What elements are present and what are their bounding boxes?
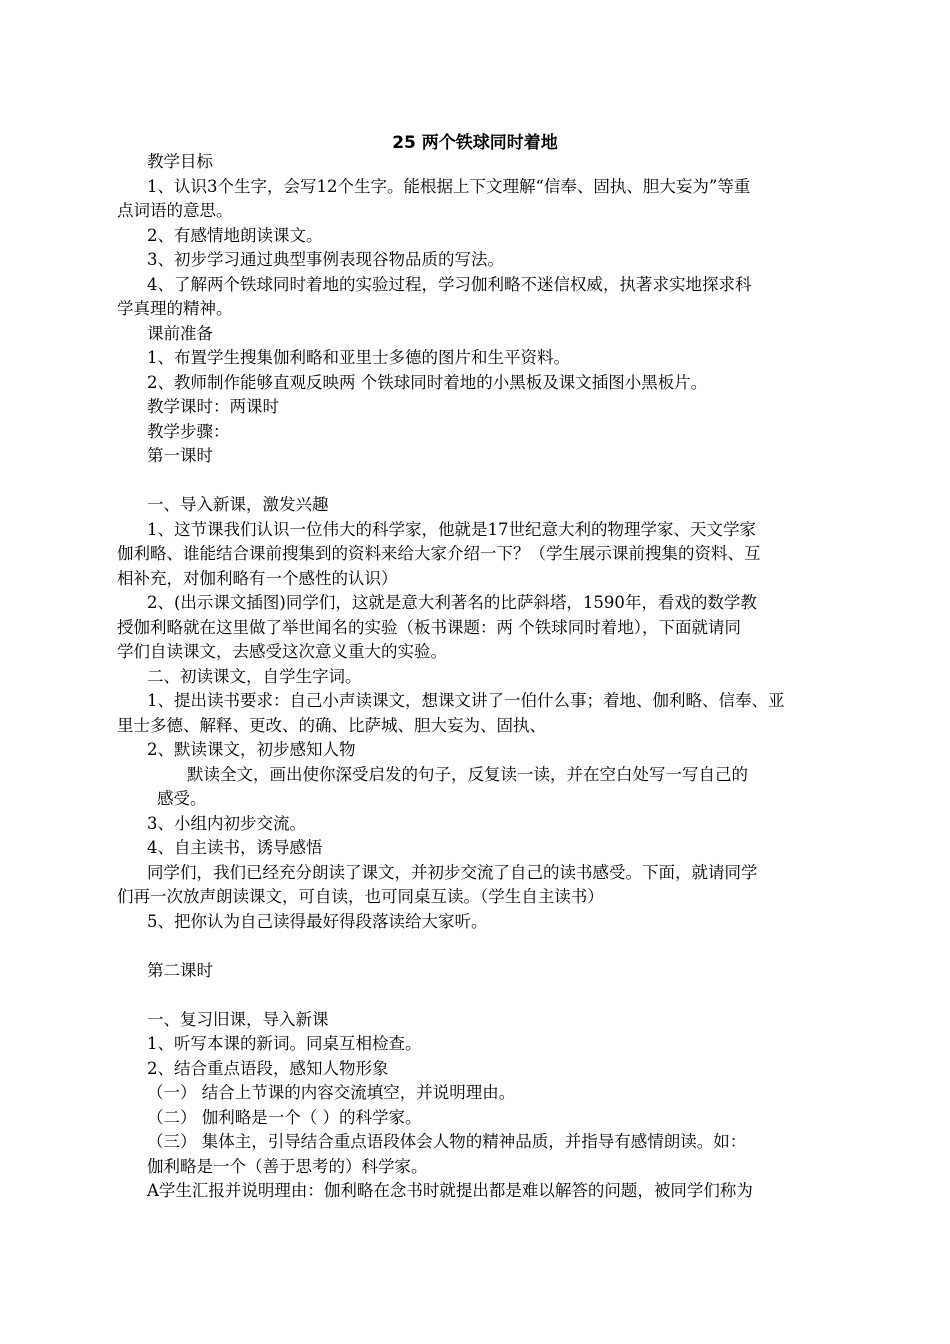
paragraph: 感受。 [157,789,207,808]
paragraph: 5、把你认为自己读得最好得段落读给大家听。 [147,911,488,931]
paragraph: 同学们，我们已经充分朗读了课文，并初步交流了自己的读书感受。下面，就请同学 [147,862,758,882]
paragraph: 4、自主读书，诱导感悟 [147,838,323,857]
heading-lesson-two: 第二课时 [147,960,213,980]
heading-preparation: 课前准备 [147,323,213,343]
paragraph: 点词语的意思。 [117,201,233,220]
paragraph: 相补充，对伽利略有一个感性的认识） [117,568,398,588]
paragraph: 里士多德、解释、更改、的确、比萨城、胆大妄为、固执、 [117,715,546,735]
spacer [117,983,839,1008]
paragraph: 1、这节课我们认识一位伟大的科学家，他就是17世纪意大利的物理学家、天文学家 [147,519,756,539]
paragraph: 伽利略是一个（善于思考的）科学家。 [147,1156,428,1176]
heading-lesson-one: 第一课时 [147,446,213,465]
paragraph: （二） 伽利略是一个（ ）的科学家。 [147,1107,422,1127]
paragraph: 2、有感情地朗读课文。 [147,225,323,245]
spacer [117,934,839,959]
page-title: 25 两个铁球同时着地 [392,133,558,153]
paragraph: 3、初步学习通过典型事例表现谷物品质的写法。 [147,250,504,269]
section-heading: 一、复习旧课，导入新课 [147,1009,329,1029]
paragraph: 2、(出示课文插图)同学们，这就是意大利著名的比萨斜塔，1590年，看戏的数学教 [147,593,757,612]
heading-teaching-goals: 教学目标 [147,152,213,171]
paragraph: （三） 集体主，引导结合重点语段体会人物的精神品质，并指导有感情朗读。如： [147,1132,747,1151]
paragraph: 1、提出读书要求：自己小声读课文，想课文讲了一伯什么事；着地、伽利略、信奉、亚 [147,691,785,710]
paragraph: 1、认识3个生字，会写12个生字。能根据上下文理解“信奉、固执、胆大妄为”等重 [147,176,751,196]
paragraph: 们再一次放声朗读课文，可自读，也可同桌互读。（学生自主读书） [117,887,604,906]
paragraph: 教学课时：两课时 [147,397,279,416]
paragraph: 伽利略、谁能结合课前搜集到的资料来给大家介绍一下？（学生展示课前搜集的资料、互 [117,544,761,563]
paragraph: 教学步骤： [147,421,230,441]
paragraph: 授伽利略就在这里做了举世闻名的实验（板书课题：两 个铁球同时着地），下面就请同 [117,617,741,637]
paragraph: 默读全文，画出使你深受启发的句子，反复读一读，并在空白处写一写自己的 [187,764,748,784]
paragraph: 1、听写本课的新词。同桌互相检查。 [147,1034,422,1053]
paragraph: （一） 结合上节课的内容交流填空，并说明理由。 [147,1083,516,1102]
document-body [117,150,839,1204]
paragraph: 2、结合重点语段，感知人物形象 [147,1058,389,1078]
paragraph: 2、默读课文，初步感知人物 [147,740,356,759]
section-heading: 一、导入新课，激发兴趣 [147,495,329,514]
spacer [117,469,839,494]
paragraph: A学生汇报并说明理由：伽利略在念书时就提出都是难以解答的问题，被同学们称为 [147,1181,753,1200]
section-heading: 二、初读课文，自学生字词。 [147,666,362,686]
paragraph: 3、小组内初步交流。 [147,813,306,833]
paragraph: 1、布置学生搜集伽利略和亚里士多德的图片和生平资料。 [147,348,570,367]
paragraph: 4、了解两个铁球同时着地的实验过程，学习伽利略不迷信权威，执著求实地探求科 [147,274,752,294]
paragraph: 学真理的精神。 [117,299,233,318]
paragraph: 学们自读课文，去感受这次意义重大的实验。 [117,642,447,661]
paragraph: 2、教师制作能够直观反映两 个铁球同时着地的小黑板及课文插图小黑板片。 [147,372,708,392]
